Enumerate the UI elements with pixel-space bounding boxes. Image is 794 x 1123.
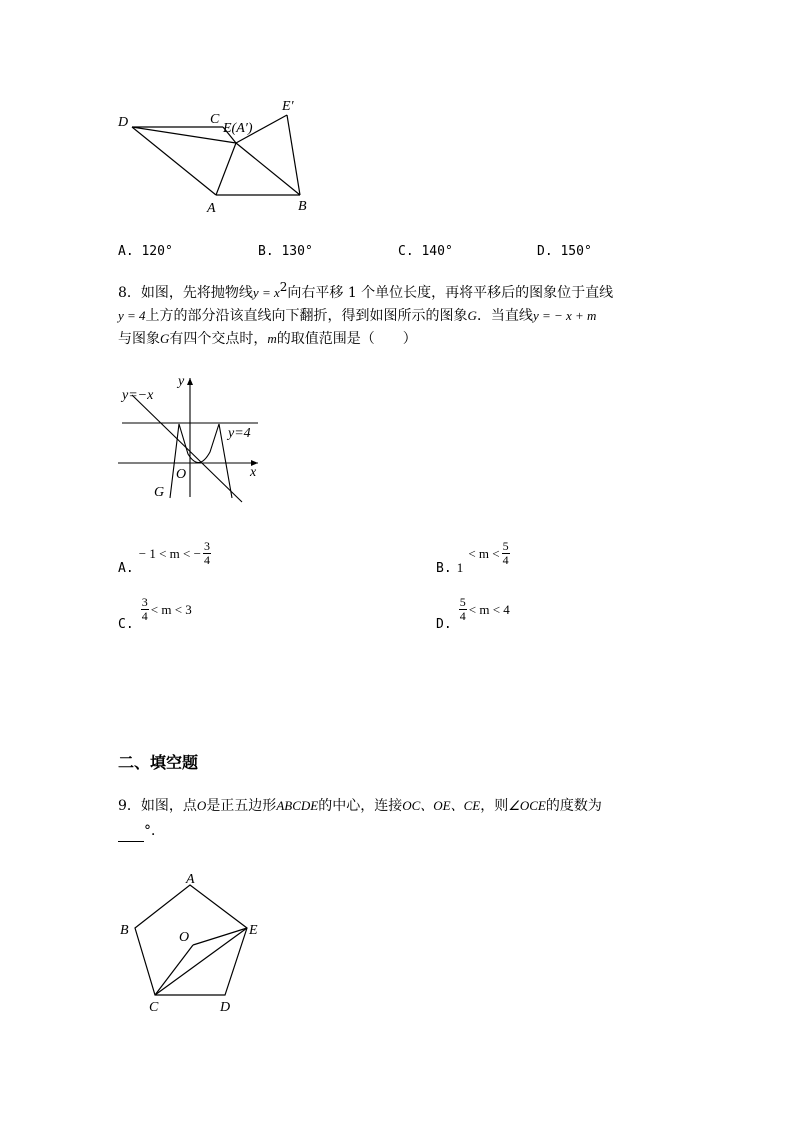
option-fraction: $\frac{5}{4}$: [502, 539, 509, 567]
q8-label-x: x: [250, 465, 257, 480]
option-value: 150°: [560, 244, 592, 259]
option-fraction: $\frac{5}{4}$: [459, 595, 466, 623]
q8-label-y: y: [178, 374, 185, 389]
q9-line-1: 9．如图，点O是正五边形ABCDE的中心，连接OC、OE、CE，则∠OCE的度数为: [118, 798, 602, 814]
q8-option-c[interactable]: [118, 595, 192, 632]
option-letter: D.: [436, 617, 452, 632]
q9-line-2: °．: [118, 820, 165, 842]
option-fraction: $\frac{3}{4}$: [141, 595, 148, 623]
q8-graph: [112, 372, 272, 504]
option-letter: A.: [118, 244, 134, 259]
option-value: 120°: [141, 244, 173, 259]
q9-label-e: E: [249, 923, 258, 938]
q7-label-c: C: [210, 112, 220, 127]
option-letter: B.: [436, 561, 452, 576]
q7-option-a[interactable]: [118, 244, 173, 259]
q7-option-c[interactable]: [398, 244, 453, 259]
q8-label-o: O: [176, 467, 187, 482]
option-letter: C.: [398, 244, 414, 259]
q7-label-d: D: [118, 115, 129, 130]
option-letter: A.: [118, 561, 134, 576]
q9-label-a: A: [186, 872, 195, 887]
q8-option-b[interactable]: [436, 539, 512, 576]
section-title: 二、填空题: [118, 753, 199, 772]
q8-label-yx: y=−x: [122, 388, 154, 403]
option-value: 130°: [281, 244, 313, 259]
option-expression: 1: [456, 560, 464, 575]
q8-label-g: G: [154, 485, 165, 500]
option-expression: < m < 4: [468, 602, 510, 617]
q7-figure: [110, 95, 330, 220]
q9-pentagon: [115, 868, 275, 1018]
option-letter: C.: [118, 617, 134, 632]
answer-blank[interactable]: [118, 827, 144, 842]
q7-label-b: B: [298, 199, 307, 214]
q9-label-c: C: [149, 1000, 159, 1015]
q7-label-eprime: E′: [282, 99, 294, 114]
q8-line-3: 与图象G有四个交点时，m的取值范围是（ ）: [118, 331, 417, 347]
option-letter: B.: [258, 244, 274, 259]
q7-label-ea: E(A′): [223, 121, 253, 136]
option-letter: D.: [537, 244, 553, 259]
q7-option-d[interactable]: [537, 244, 592, 259]
option-expression: − 1 < m < −: [138, 546, 201, 561]
q8-line-1: 8．如图，先将抛物线y = x2向右平移 1 个单位长度，再将平移后的图象位于直线: [118, 280, 614, 301]
q8-line-2: y = 4上方的部分沿该直线向下翻折，得到如图所示的图象G．当直线y = − x + m: [118, 308, 597, 324]
q9-label-d: D: [220, 1000, 231, 1015]
q8-option-d[interactable]: [436, 595, 510, 632]
q8-option-a[interactable]: [118, 539, 213, 576]
q8-label-y4: y=4: [228, 426, 251, 441]
q9-label-o: O: [179, 930, 190, 945]
option-expression: < m < 3: [150, 602, 192, 617]
q7-option-b[interactable]: [258, 244, 313, 259]
option-value: 140°: [421, 244, 453, 259]
q7-label-a: A: [207, 201, 216, 216]
option-expression: < m <: [468, 546, 500, 561]
option-fraction: $\frac{3}{4}$: [203, 539, 210, 567]
q9-label-b: B: [120, 923, 129, 938]
